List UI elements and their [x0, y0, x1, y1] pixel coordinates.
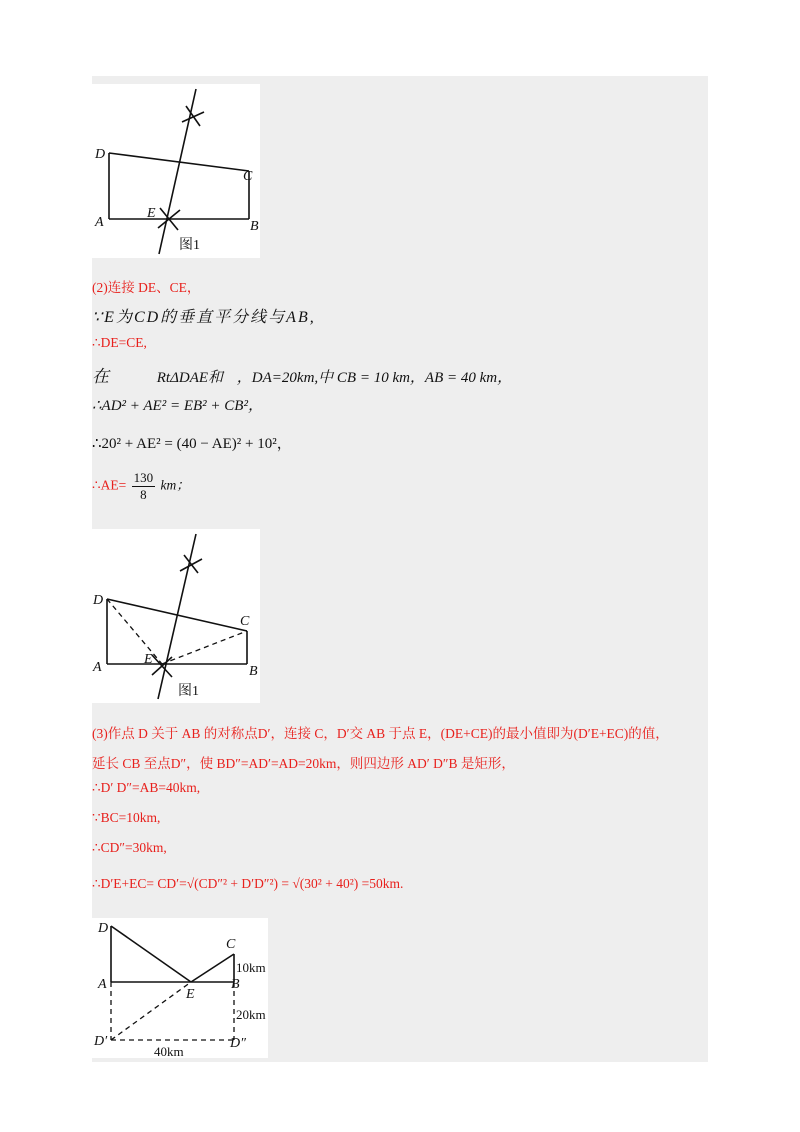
- text-line-13: ∴D′E+EC= CD′=√(CD″² + D′D″²) = √(30² + 40²) =50km.: [92, 876, 404, 891]
- text-line-4-a: 在: [92, 367, 109, 386]
- text-line-2: ∵E为CD的垂直平分线与AB,: [92, 309, 316, 326]
- text-line-4-b: RtΔDAE和: [156, 370, 224, 386]
- length-bd-double-prime: 20km: [236, 1007, 266, 1022]
- label-d-prime: D′: [94, 1034, 108, 1049]
- fraction: [132, 470, 156, 503]
- text-line-4: [92, 362, 512, 387]
- text-line-8: (3)作点 D 关于 AB 的对称点D′，连接 C，D′交 AB 于点 E，(DE+CE)的最小值即为(D′E+EC)的值，: [92, 726, 669, 741]
- label-a: A: [98, 977, 107, 992]
- text-line-5: ∴AD² + AE² = EB² + CB²，: [92, 398, 263, 414]
- label-e: E: [147, 206, 156, 221]
- figure-2: [92, 529, 260, 703]
- figure-caption: 图1: [178, 684, 199, 699]
- text-line-7-b: km；: [160, 477, 190, 493]
- label-e: E: [186, 987, 195, 1002]
- label-d: D: [93, 593, 104, 608]
- text-line-4-d: CB = 10 km，AB = 40 km，: [336, 370, 513, 386]
- length-dprime-ddoubleprime: 40km: [154, 1044, 184, 1058]
- label-c: C: [226, 937, 236, 952]
- label-d: D: [98, 921, 109, 936]
- label-b: B: [249, 664, 258, 679]
- label-d-double-prime: D″: [230, 1036, 246, 1051]
- label-a: A: [95, 215, 104, 230]
- figure-caption: 图1: [179, 238, 200, 253]
- label-b: B: [250, 219, 259, 234]
- label-e: E: [144, 652, 153, 667]
- label-c: C: [243, 169, 253, 184]
- fraction-numerator: 130: [133, 470, 154, 485]
- text-line-3: ∴DE=CE,: [92, 335, 147, 350]
- label-c: C: [240, 614, 250, 629]
- text-line-12: ∴CD″=30km,: [92, 840, 167, 855]
- fraction-denominator: 8: [140, 487, 147, 502]
- text-line-1: (2)连接 DE、CE，: [92, 280, 201, 295]
- text-line-11: ∵BC=10km,: [92, 810, 161, 825]
- text-line-6: ∴20² + AE² = (40 − AE)² + 10²，: [92, 436, 292, 452]
- text-line-7: [92, 470, 190, 503]
- figure-1: [92, 84, 260, 258]
- label-d: D: [95, 147, 106, 162]
- text-line-4-c: ，DA=20km,中: [236, 370, 334, 386]
- figure-3: [92, 918, 268, 1058]
- label-a: A: [93, 660, 102, 675]
- text-line-9: 延长 CB 至点D″，使 BD″=AD′=AD=20km，则四边形 AD′ D″B 是矩形，: [92, 756, 515, 771]
- text-line-10: ∴D′ D″=AB=40km,: [92, 780, 201, 795]
- text-line-7-a: ∴AE=: [92, 477, 127, 493]
- label-b: B: [231, 977, 240, 992]
- length-bc: 10km: [236, 960, 266, 975]
